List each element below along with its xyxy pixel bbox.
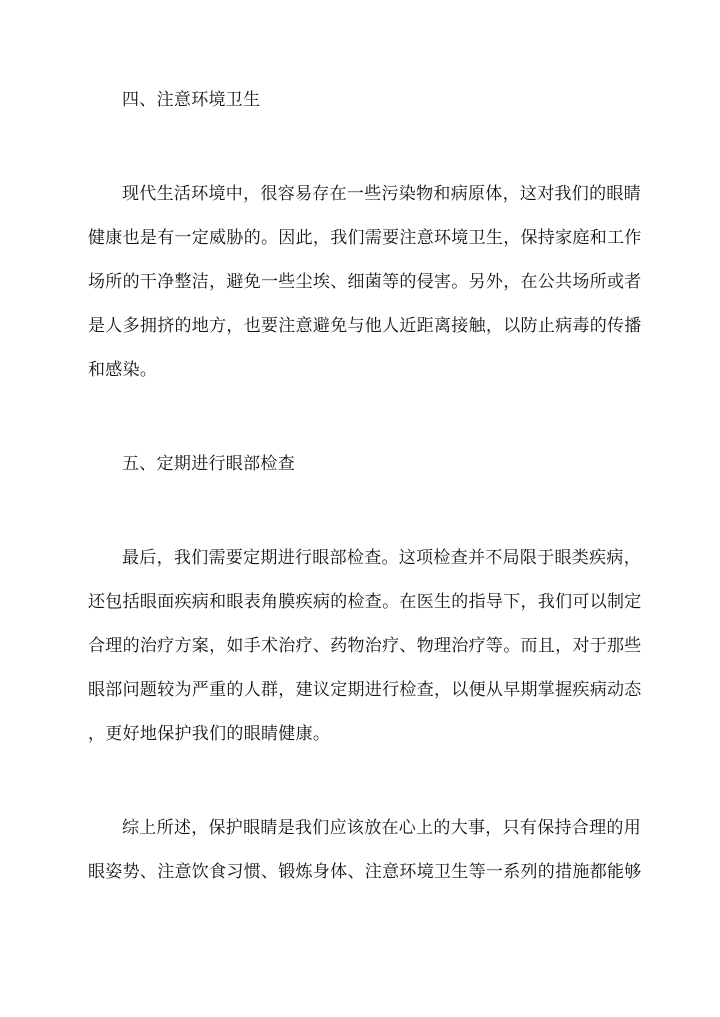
section-4-line-3: 场所的干净整洁，避免一些尘埃、细菌等的侵害。另外，在公共场所或者 [88, 272, 642, 292]
section-5-line-1: 最后，我们需要定期进行眼部检查。这项检查并不局限于眼类疾病， [122, 548, 641, 568]
section-5-line-4: 眼部问题较为严重的人群，建议定期进行检查，以便从早期掌握疾病动态 [88, 680, 642, 700]
section-5-line-3: 合理的治疗方案，如手术治疗、药物治疗、物理治疗等。而且，对于那些 [88, 636, 642, 656]
section-5-line-2: 还包括眼面疾病和眼表角膜疾病的检查。在医生的指导下，我们可以制定 [88, 592, 642, 612]
conclusion-line-2: 眼姿势、注意饮食习惯、锻炼身体、注意环境卫生等一系列的措施都能够 [88, 862, 642, 882]
section-4-heading: 四、注意环境卫生 [122, 90, 261, 110]
section-5-heading: 五、定期进行眼部检查 [122, 454, 295, 474]
section-5-line-5: ，更好地保护我们的眼睛健康。 [88, 724, 331, 744]
section-4-line-5: 和感染。 [88, 360, 158, 380]
section-4-line-1: 现代生活环境中，很容易存在一些污染物和病原体，这对我们的眼睛 [122, 184, 641, 204]
section-4-line-4: 是人多拥挤的地方，也要注意避免与他人近距离接触，以防止病毒的传播 [88, 316, 642, 336]
conclusion-line-1: 综上所述，保护眼睛是我们应该放在心上的大事，只有保持合理的用 [122, 818, 641, 838]
section-4-line-2: 健康也是有一定威胁的。因此，我们需要注意环境卫生，保持家庭和工作 [88, 228, 642, 248]
